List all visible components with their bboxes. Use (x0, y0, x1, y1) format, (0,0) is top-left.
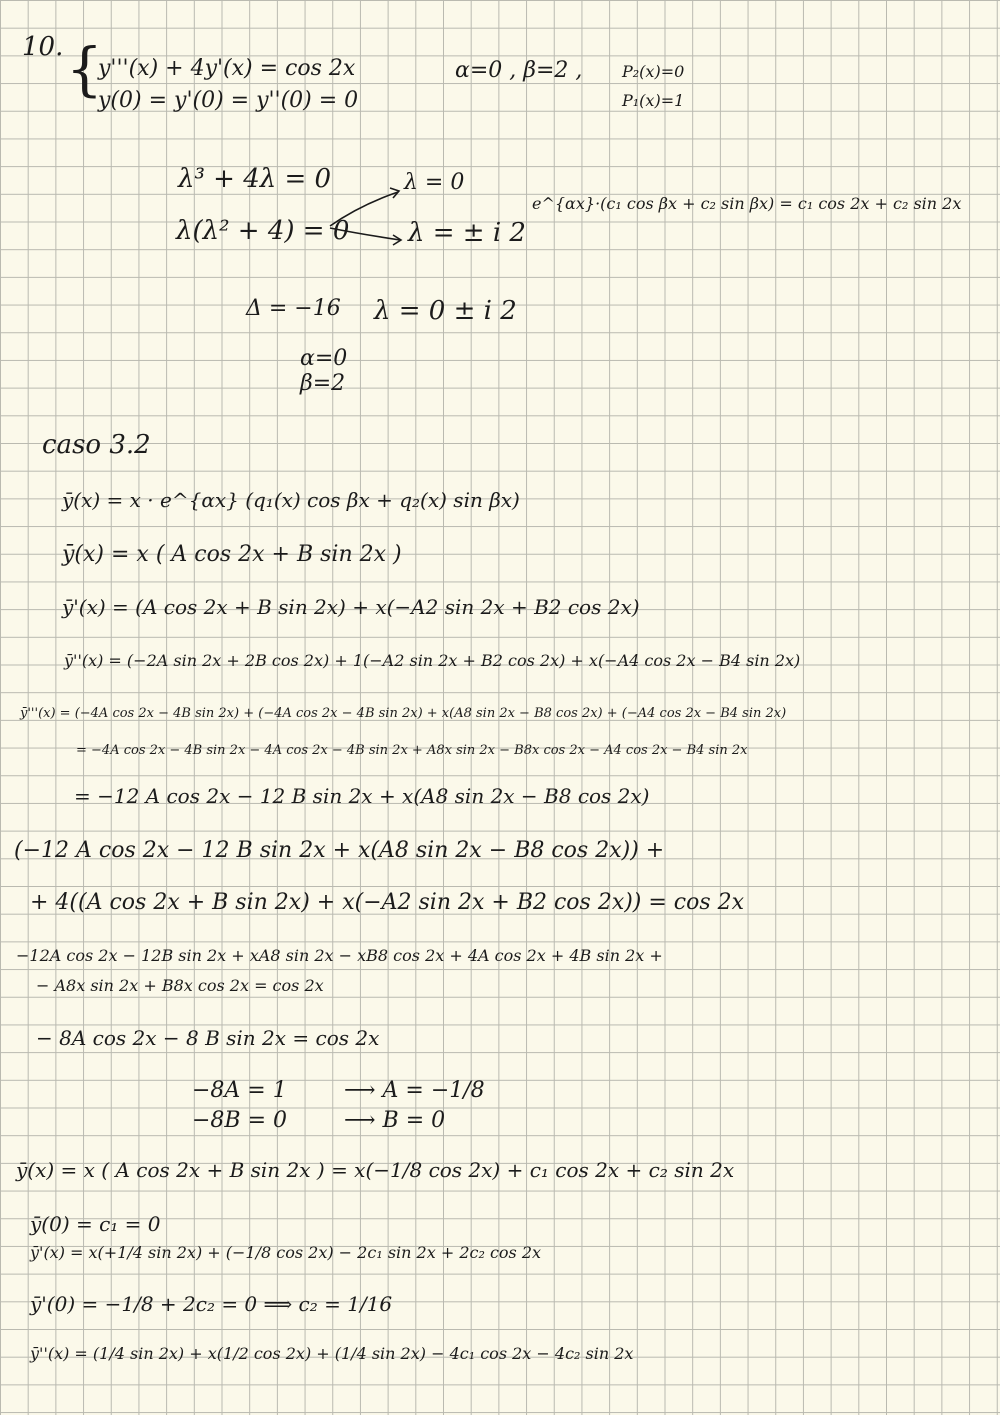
condition-y0: ȳ(0) = c₁ = 0 (30, 1212, 161, 1236)
alpha-value: α=0 (300, 346, 348, 371)
discriminant: Δ = −16 (246, 296, 341, 321)
expansion-line1: −12A cos 2x − 12B sin 2x + xA8 sin 2x − xB8 cos 2x + 4A cos 2x + 4B sin 2x + (16, 946, 663, 965)
case-label: caso 3.2 (42, 430, 151, 460)
expansion-line2: − A8x sin 2x + B8x cos 2x = cos 2x (36, 976, 324, 995)
third-derivative: ȳ'''(x) = (−4A cos 2x − 4B sin 2x) + (−4A cos 2x − 4B sin 2x) + x(A8 sin 2x − B8 cos 2x) + (−A4 cos 2x − B4 sin 2x) (20, 706, 787, 721)
p2-value: P₂(x)=0 (622, 62, 685, 81)
root-zero: λ = 0 (404, 170, 465, 195)
initial-conditions: y(0) = y'(0) = y''(0) = 0 (98, 88, 359, 113)
coef-a-equation: −8A = 1 (192, 1078, 287, 1103)
particular-guess: ȳ(x) = x ( A cos 2x + B sin 2x ) (62, 542, 402, 567)
homogeneous-solution: e^{αx}·(c₁ cos βx + c₂ sin βx) = c₁ cos 2x + c₂ sin 2x (532, 194, 962, 213)
reduced-equation: − 8A cos 2x − 8 B sin 2x = cos 2x (36, 1026, 380, 1050)
particular-form: ȳ(x) = x · e^{αx} (q₁(x) cos βx + q₂(x) sin βx) (62, 488, 520, 512)
alpha-beta: α=0 , β=2 , (455, 58, 583, 83)
char-equation: λ³ + 4λ = 0 (178, 164, 332, 194)
beta-value: β=2 (300, 371, 346, 396)
char-factored: λ(λ² + 4) = 0 (176, 216, 350, 246)
coef-a-result: ⟶ A = −1/8 (344, 1078, 485, 1103)
general-first-derivative: ȳ'(x) = x(+1/4 sin 2x) + (−1/8 cos 2x) − 2c₁ sin 2x + 2c₂ cos 2x (30, 1243, 542, 1262)
third-derivative-simplified: = −12 A cos 2x − 12 B sin 2x + x(A8 sin 2x − B8 cos 2x) (74, 784, 650, 808)
substitution-line2: + 4((A cos 2x + B sin 2x) + x(−A2 sin 2x + B2 cos 2x)) = cos 2x (30, 890, 745, 915)
third-derivative-expanded: = −4A cos 2x − 4B sin 2x − 4A cos 2x − 4B sin 2x + A8x sin 2x − B8x cos 2x − A4 cos 2x − B4 sin 2x (76, 743, 748, 758)
substitution-line1: (−12 A cos 2x − 12 B sin 2x + x(A8 sin 2x − B8 cos 2x)) + (14, 838, 665, 863)
condition-y1: ȳ'(0) = −1/8 + 2c₂ = 0 ⟹ c₂ = 1/16 (30, 1292, 393, 1316)
problem-number: 10. (22, 32, 64, 62)
root-complex: λ = ± i 2 (408, 218, 526, 248)
ode-equation: y'''(x) + 4y'(x) = cos 2x (98, 56, 356, 81)
general-second-derivative: ȳ''(x) = (1/4 sin 2x) + x(1/2 cos 2x) + (1/4 sin 2x) − 4c₁ cos 2x − 4c₂ sin 2x (30, 1344, 634, 1363)
second-derivative: ȳ''(x) = (−2A sin 2x + 2B cos 2x) + 1(−A2 sin 2x + B2 cos 2x) + x(−A4 cos 2x − B4 sin 2x) (64, 651, 801, 670)
general-solution: ȳ(x) = x ( A cos 2x + B sin 2x ) = x(−1/8 cos 2x) + c₁ cos 2x + c₂ sin 2x (16, 1158, 735, 1182)
coef-b-equation: −8B = 0 (192, 1108, 288, 1133)
p1-value: P₁(x)=1 (622, 91, 685, 110)
lambda-value: λ = 0 ± i 2 (374, 296, 517, 326)
first-derivative: ȳ'(x) = (A cos 2x + B sin 2x) + x(−A2 sin 2x + B2 cos 2x) (62, 595, 640, 619)
system-brace: { (66, 35, 103, 103)
coef-b-result: ⟶ B = 0 (344, 1108, 446, 1133)
